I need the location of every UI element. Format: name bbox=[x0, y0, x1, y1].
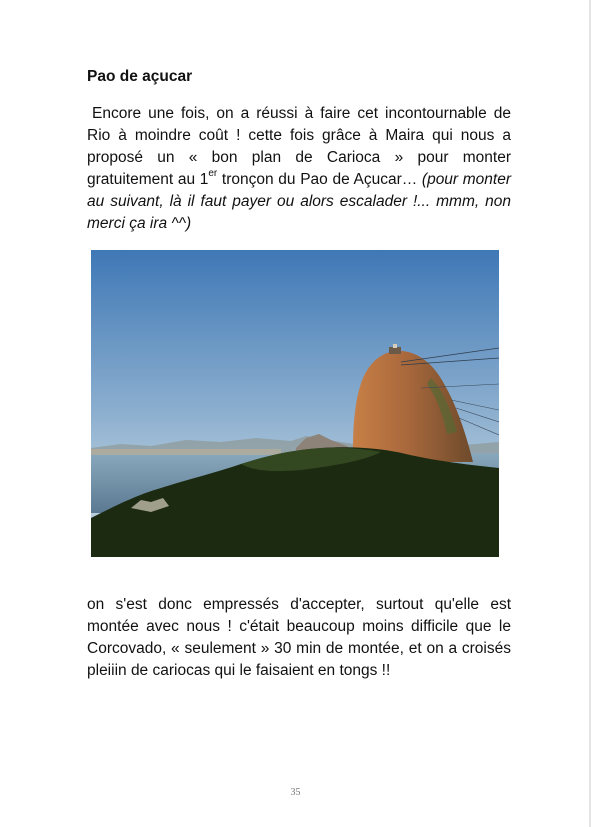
distant-city bbox=[91, 449, 281, 455]
page-heading: Pao de açucar bbox=[87, 68, 193, 85]
intro-italic-aside: (pour monter au suivant, là il faut payer ou alors escalader !... mmm, non merci ça ira ^^) bbox=[87, 171, 511, 232]
ordinal-superscript: er bbox=[208, 168, 218, 179]
intro-text: Encore une fois, on a réussi à faire cet incontournable de Rio à moindre coût ! cette fois grâce à Maira qui nous a proposé un « bon plan de Carioca » pour monter gratuitement au 1 bbox=[87, 105, 511, 188]
intro-text-continued: tronçon du Pao de Açucar… bbox=[217, 171, 422, 188]
page-number: 35 bbox=[290, 787, 301, 798]
sugarloaf-photo bbox=[91, 250, 499, 557]
closing-paragraph: on s'est donc empressés d'accepter, surtout qu'elle est montée avec nous ! c'était beaucoup moins difficile que le Corcovado, « seulement » 30 min de montée, et on a croisés pleiiin de cariocas qui le faisaient en tongs !! bbox=[87, 596, 511, 679]
intro-paragraph bbox=[87, 103, 511, 235]
cable-car-station bbox=[389, 347, 401, 354]
